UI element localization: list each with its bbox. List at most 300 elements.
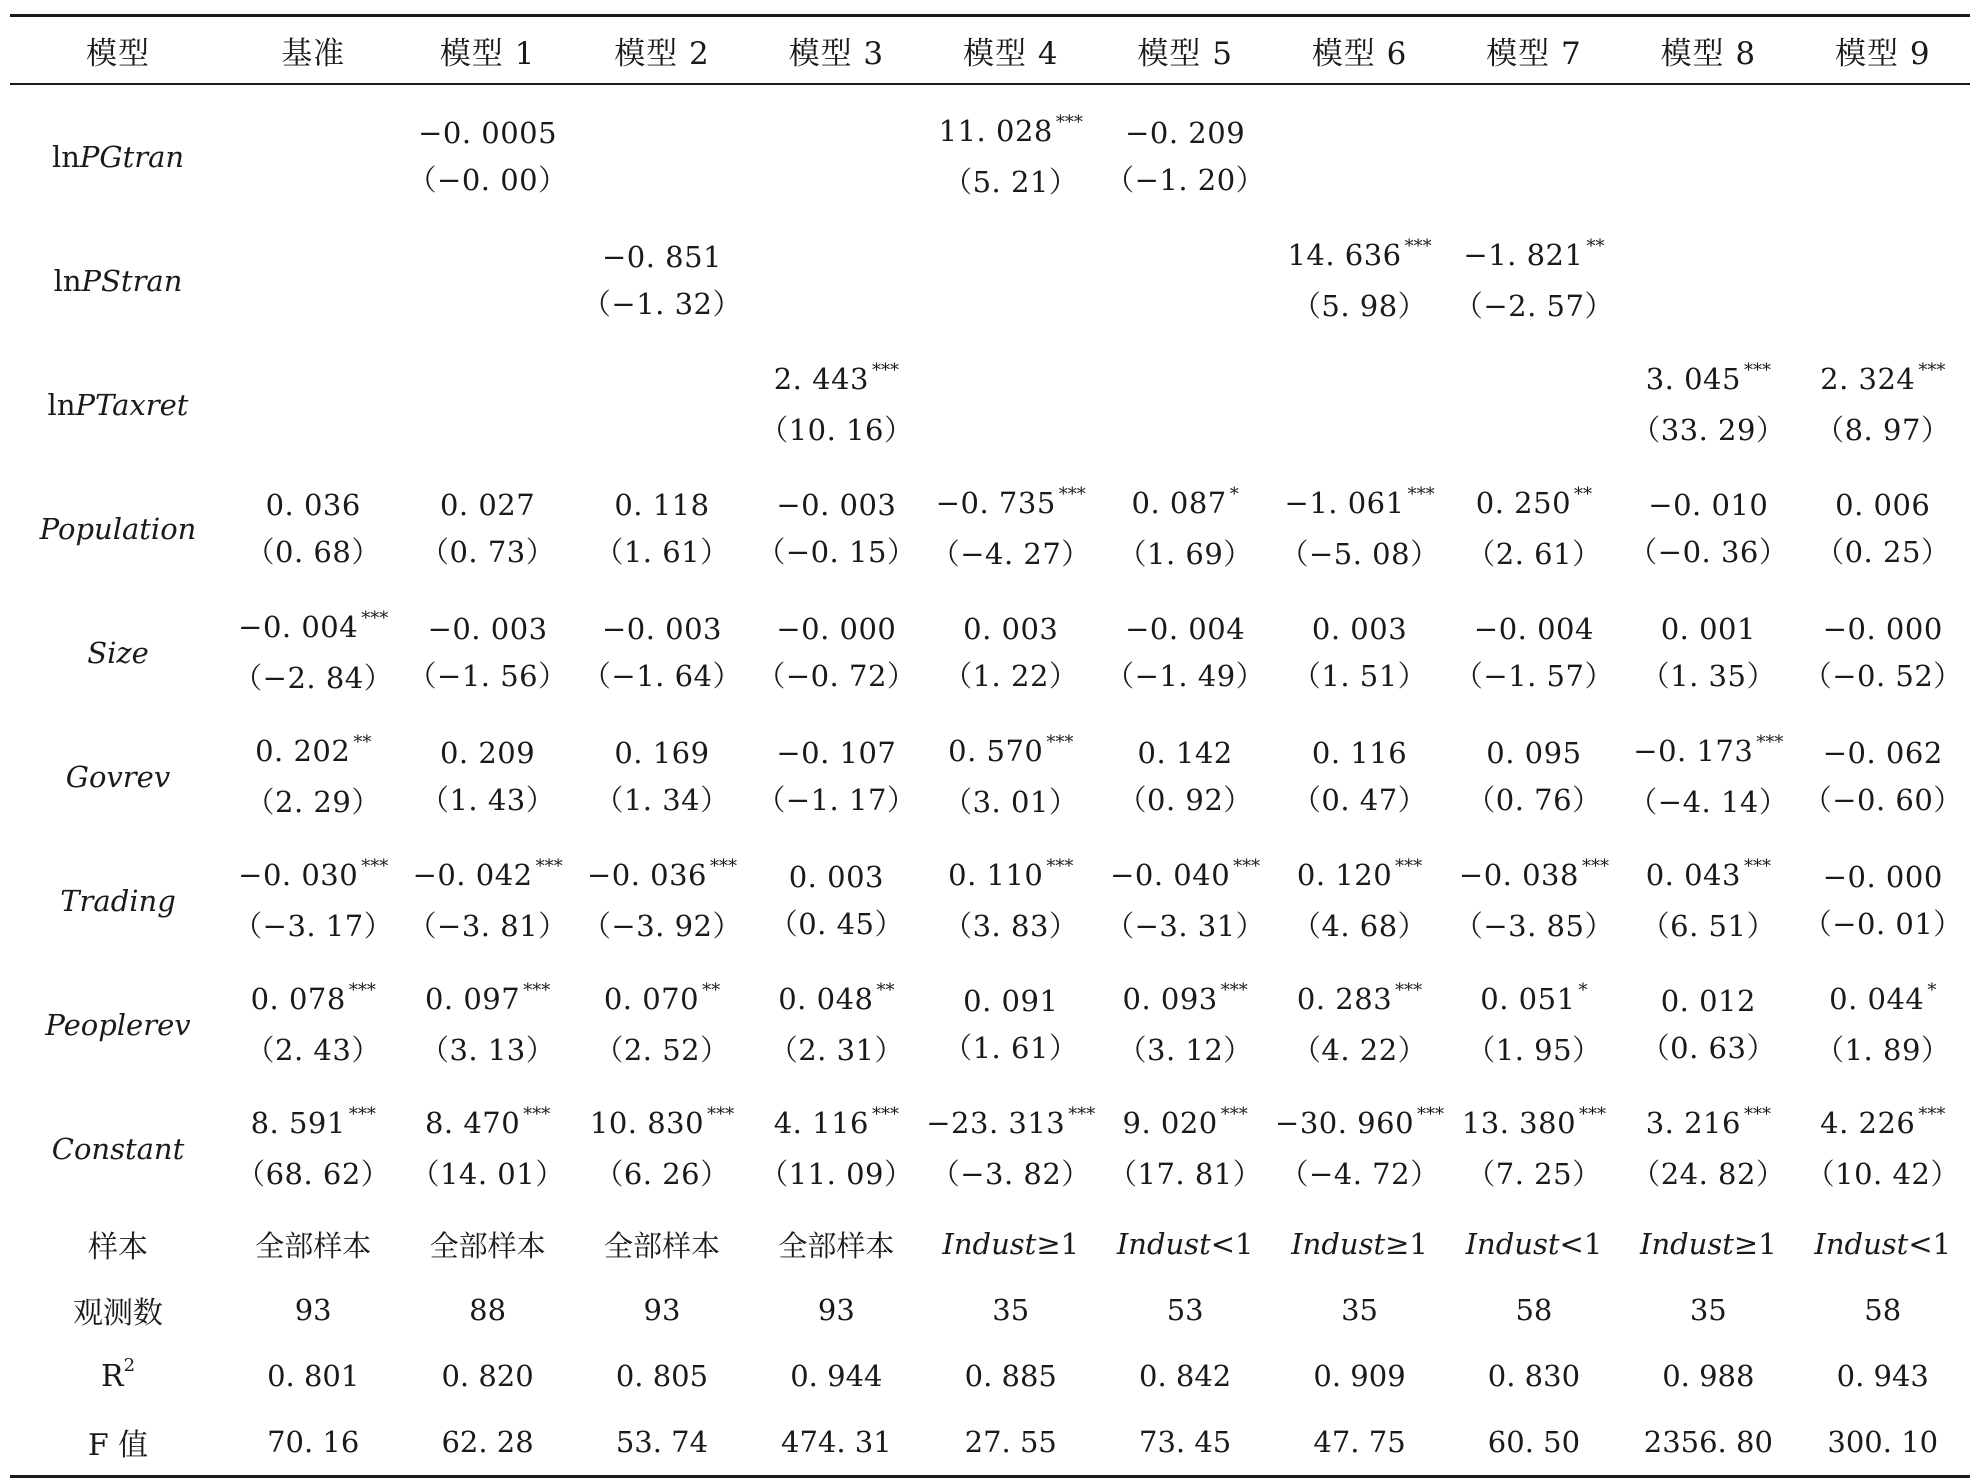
coef-stack <box>1272 976 1446 1074</box>
coefficient-value: 0. 012 <box>1660 984 1756 1018</box>
t-statistic: （−3. 31） <box>1105 909 1266 943</box>
f-value-cell: 27. 55 <box>964 1425 1057 1459</box>
coefficient-value: 0. 001 <box>1660 612 1756 646</box>
variable-label-name: PStran <box>81 264 183 298</box>
r-squared-cell: 0. 885 <box>964 1359 1057 1393</box>
coef-line <box>789 854 884 901</box>
coef-cell <box>1098 591 1272 715</box>
significance-stars: *** <box>535 856 563 877</box>
t-statistic: （10. 42） <box>1805 1157 1960 1191</box>
coef-cell <box>924 84 1098 219</box>
variable-label <box>10 343 226 467</box>
coefficient-value: 0. 209 <box>439 736 536 770</box>
coef-line <box>604 976 720 1027</box>
coefficient-value: 0. 048 <box>778 982 874 1016</box>
coef-stack <box>924 852 1098 950</box>
t-statistic: （1. 51） <box>1291 659 1428 693</box>
coefficient-value: 0. 097 <box>424 982 521 1016</box>
coefficient-value: 9. 020 <box>1122 1106 1218 1140</box>
significance-stars: *** <box>1417 1104 1445 1125</box>
coef-stack <box>1447 1100 1621 1198</box>
coef-line <box>1823 606 1943 653</box>
significance-stars: *** <box>1220 980 1248 1001</box>
coef-line <box>939 108 1083 159</box>
observations-cell: 35 <box>1341 1293 1378 1327</box>
coef-stack <box>1621 978 1795 1072</box>
coef-cell <box>226 219 400 343</box>
coefficient-value: −1. 821 <box>1463 238 1584 272</box>
t-statistic: （−1. 64） <box>581 659 743 693</box>
coef-cell <box>1447 591 1621 715</box>
t-statistic: （−0. 00） <box>407 163 568 197</box>
coef-line <box>1646 852 1771 903</box>
coefficient-value: 3. 045 <box>1645 362 1741 396</box>
t-statistic: （1. 69） <box>1117 537 1253 571</box>
coef-line <box>590 1100 734 1151</box>
coef-stack <box>749 356 923 454</box>
significance-stars: * <box>1927 980 1937 1001</box>
coef-cell <box>575 1087 749 1211</box>
coef-stack <box>400 976 574 1074</box>
t-statistic: （0. 92） <box>1117 783 1253 817</box>
coef-line <box>1646 356 1771 407</box>
t-statistic: （−4. 27） <box>930 537 1091 571</box>
f-value-cell: 474. 31 <box>781 1425 892 1459</box>
coef-cell <box>1621 219 1795 343</box>
coef-stack <box>226 728 400 826</box>
t-statistic: （68. 62） <box>236 1157 391 1191</box>
coefficient-value: 4. 226 <box>1820 1106 1916 1140</box>
t-statistic: （0. 45） <box>768 907 905 941</box>
sample-condition: <1 <box>1210 1227 1254 1261</box>
coefficient-value: −0. 038 <box>1458 858 1579 892</box>
header-col-1: 基准 <box>281 35 346 72</box>
variable-label-prefix: ln <box>53 264 82 298</box>
significance-stars: ** <box>1586 236 1605 257</box>
t-statistic: （−0. 72） <box>756 659 917 693</box>
r-squared-row <box>10 1343 1970 1409</box>
coef-line <box>963 978 1058 1025</box>
coef-line <box>963 606 1058 653</box>
coef-line <box>413 852 563 903</box>
header-model-label: 模型 <box>86 35 150 72</box>
variable-label-name: Population <box>39 512 197 546</box>
coef-cell <box>1447 343 1621 467</box>
t-statistic: （1. 22） <box>943 659 1079 693</box>
significance-stars: * <box>1578 980 1588 1001</box>
t-statistic: （8. 97） <box>1815 413 1951 447</box>
coef-cell <box>400 715 574 839</box>
coef-cell <box>1796 1087 1970 1211</box>
coef-cell <box>749 84 923 219</box>
sample-condition: <1 <box>1908 1227 1952 1261</box>
f-value-label: F 值 <box>87 1428 149 1463</box>
coef-cell <box>1796 467 1970 591</box>
r-squared-label-base: R <box>100 1358 124 1394</box>
sample-cell <box>400 1211 574 1277</box>
coef-line <box>1110 852 1260 903</box>
coef-cell <box>575 219 749 343</box>
coefficient-value: −0. 042 <box>412 858 533 892</box>
coef-stack <box>1098 110 1272 204</box>
t-statistic: （3. 13） <box>419 1033 556 1067</box>
coef-cell <box>226 591 400 715</box>
variable-label <box>10 591 226 715</box>
coefficient-value: 0. 202 <box>255 734 351 768</box>
significance-stars: *** <box>348 1104 376 1125</box>
coef-cell <box>1098 715 1272 839</box>
coefficient-value: 0. 110 <box>948 858 1044 892</box>
significance-stars: *** <box>348 980 376 1001</box>
coefficient-value: 3. 216 <box>1645 1106 1741 1140</box>
observations-cell: 35 <box>992 1293 1030 1327</box>
t-statistic: （−0. 15） <box>756 535 917 569</box>
coef-cell <box>924 1087 1098 1211</box>
coef-cell <box>575 467 749 591</box>
coef-cell <box>1447 963 1621 1087</box>
coef-cell <box>1447 219 1621 343</box>
r-squared-cell: 0. 988 <box>1662 1359 1755 1393</box>
coef-cell <box>924 715 1098 839</box>
coef-cell <box>749 1087 923 1211</box>
coef-line <box>1486 730 1581 777</box>
t-statistic: （3. 83） <box>943 909 1079 943</box>
f-value-cell: 73. 45 <box>1139 1425 1232 1459</box>
t-statistic: （−0. 36） <box>1628 535 1789 569</box>
coef-line <box>776 482 896 529</box>
t-statistic: （6. 26） <box>594 1157 730 1191</box>
t-statistic: （−3. 82） <box>930 1157 1091 1191</box>
sample-cell <box>1796 1211 1970 1277</box>
variable-label-name: Trading <box>60 884 176 918</box>
coef-line <box>266 482 361 529</box>
coef-stack <box>1098 730 1272 824</box>
coefficient-value: −0. 062 <box>1822 736 1943 770</box>
sample-condition: ≥1 <box>1733 1227 1777 1261</box>
t-statistic: （−1. 20） <box>1105 163 1266 197</box>
coef-cell <box>226 839 400 963</box>
significance-stars: *** <box>1233 856 1261 877</box>
r-squared-cell: 0. 801 <box>267 1359 360 1393</box>
observations-cell: 93 <box>817 1293 855 1327</box>
significance-stars: *** <box>1395 856 1423 877</box>
r-squared-cell: 0. 805 <box>615 1359 709 1393</box>
t-statistic: （10. 16） <box>759 413 914 447</box>
significance-stars: *** <box>1743 360 1771 381</box>
sample-variable: Indust <box>1291 1227 1386 1261</box>
f-value-row <box>10 1409 1970 1477</box>
coef-cell <box>1796 219 1970 343</box>
variable-label-name: Size <box>87 636 149 670</box>
variable-label-prefix: ln <box>51 140 80 174</box>
t-statistic: （−1. 32） <box>581 287 743 321</box>
coef-line <box>1459 852 1609 903</box>
coef-stack <box>749 730 923 824</box>
coef-cell <box>1272 343 1446 467</box>
sample-label: 样本 <box>88 1230 148 1265</box>
coef-cell <box>924 963 1098 1087</box>
significance-stars: *** <box>1579 1104 1607 1125</box>
coef-line <box>1297 852 1422 903</box>
coefficient-value: 0. 142 <box>1137 736 1233 770</box>
coefficient-value: 10. 830 <box>589 1106 705 1140</box>
coefficient-value: −0. 003 <box>427 612 548 646</box>
t-statistic: （−4. 72） <box>1279 1157 1440 1191</box>
coef-line <box>1835 482 1930 529</box>
t-statistic: （3. 12） <box>1117 1033 1253 1067</box>
sample-cell <box>749 1211 923 1277</box>
coef-stack <box>749 482 923 576</box>
observations-row <box>10 1277 1970 1343</box>
t-statistic: （−2. 84） <box>233 661 394 695</box>
coefficient-value: 0. 078 <box>250 982 346 1016</box>
sample-cell <box>575 1211 749 1277</box>
coef-stack <box>400 1100 574 1198</box>
coef-line <box>776 606 896 653</box>
significance-stars: *** <box>1068 1104 1096 1125</box>
coef-line <box>774 1100 899 1151</box>
variable-label-name: PTaxret <box>75 388 189 422</box>
coef-line <box>1648 482 1768 529</box>
significance-stars: * <box>1229 484 1239 505</box>
variable-label <box>10 839 226 963</box>
coef-line <box>774 356 899 407</box>
t-statistic: （−1. 17） <box>756 783 917 817</box>
t-statistic: （−1. 49） <box>1105 659 1266 693</box>
coefficient-value: 2. 324 <box>1820 362 1916 396</box>
significance-stars: *** <box>1918 360 1946 381</box>
t-statistic: （2. 31） <box>768 1033 905 1067</box>
coef-stack <box>749 854 923 948</box>
sample-variable: Indust <box>942 1227 1037 1261</box>
coefficient-value: −1. 061 <box>1284 486 1405 520</box>
coef-line <box>1312 606 1407 653</box>
coefficient-value: 0. 003 <box>788 860 884 894</box>
coefficient-value: 0. 003 <box>1311 612 1408 646</box>
coef-cell <box>1272 84 1446 219</box>
table-body <box>10 84 1970 1477</box>
t-statistic: （1. 61） <box>943 1031 1079 1065</box>
sample-condition: 全部样本 <box>603 1228 720 1263</box>
coef-stack <box>1098 1100 1272 1198</box>
coef-stack <box>924 108 1098 206</box>
coef-line <box>1123 976 1248 1027</box>
variable-label-prefix: ln <box>47 388 76 422</box>
coefficient-value: 0. 006 <box>1835 488 1931 522</box>
sample-condition: 全部样本 <box>255 1228 372 1263</box>
t-statistic: （33. 29） <box>1631 413 1786 447</box>
coefficient-value: 0. 120 <box>1296 858 1393 892</box>
t-statistic: （5. 98） <box>1291 289 1428 323</box>
t-statistic: （−1. 56） <box>407 659 568 693</box>
coef-cell <box>575 715 749 839</box>
coef-cell <box>924 467 1098 591</box>
coef-line <box>1823 730 1943 777</box>
coef-line <box>238 852 388 903</box>
t-statistic: （2. 61） <box>1466 537 1602 571</box>
coef-stack <box>1796 730 1970 824</box>
coef-cell <box>1796 715 1970 839</box>
coef-stack <box>1621 728 1795 826</box>
observations-cell: 58 <box>1515 1293 1553 1327</box>
coef-stack <box>575 852 749 950</box>
coef-stack <box>1447 976 1621 1074</box>
coef-cell <box>1272 467 1446 591</box>
coef-line <box>1820 356 1945 407</box>
f-value-cell: 300. 10 <box>1827 1425 1939 1459</box>
coefficient-value: −0. 040 <box>1110 858 1231 892</box>
coef-stack <box>749 976 923 1074</box>
header-col-2: 模型 1 <box>439 35 536 72</box>
coef-stack <box>1796 976 1970 1074</box>
t-statistic: （1. 89） <box>1815 1033 1951 1067</box>
coefficient-value: −0. 004 <box>1473 612 1594 646</box>
variable-row-population <box>10 467 1970 591</box>
significance-stars: *** <box>1407 484 1435 505</box>
variable-label <box>10 1087 226 1211</box>
coef-stack <box>1796 356 1970 454</box>
coefficient-value: −0. 735 <box>935 486 1056 520</box>
coef-line <box>1287 232 1431 283</box>
t-statistic: （−3. 81） <box>407 909 568 943</box>
t-statistic: （7. 25） <box>1466 1157 1602 1191</box>
variable-row-pgtran <box>10 84 1970 219</box>
t-statistic: （1. 35） <box>1640 659 1776 693</box>
coef-cell <box>749 839 923 963</box>
coef-stack <box>400 482 574 576</box>
coef-line <box>1661 606 1756 653</box>
variable-label-name: Constant <box>51 1132 185 1166</box>
t-statistic: （0. 68） <box>245 535 381 569</box>
variable-row-peoplerev <box>10 963 1970 1087</box>
sample-condition: <1 <box>1559 1227 1603 1261</box>
coef-cell <box>1098 1087 1272 1211</box>
variable-label <box>10 963 226 1087</box>
significance-stars: *** <box>523 1104 551 1125</box>
coef-line <box>587 852 737 903</box>
coef-line <box>251 1100 376 1151</box>
sample-variable: Indust <box>1116 1227 1211 1261</box>
coef-line <box>440 482 535 529</box>
coefficient-value: 8. 591 <box>250 1106 346 1140</box>
coef-line <box>1463 232 1604 283</box>
coefficient-value: −0. 004 <box>238 610 359 644</box>
observations-cell: 53 <box>1166 1293 1204 1327</box>
coef-cell <box>1796 963 1970 1087</box>
sample-cell <box>924 1211 1098 1277</box>
coef-cell <box>575 343 749 467</box>
t-statistic: （2. 29） <box>245 785 381 819</box>
header-col-4: 模型 3 <box>788 35 885 72</box>
t-statistic: （1. 34） <box>594 783 730 817</box>
coefficient-value: 0. 570 <box>948 734 1044 768</box>
coef-cell <box>400 963 574 1087</box>
coef-line <box>1285 480 1435 531</box>
coef-cell <box>749 343 923 467</box>
coef-cell <box>1272 1087 1446 1211</box>
sample-condition: ≥1 <box>1385 1227 1428 1261</box>
f-value-cell: 53. 74 <box>615 1425 709 1459</box>
sample-cell <box>226 1211 400 1277</box>
coefficient-value: 0. 093 <box>1122 982 1218 1016</box>
coef-stack <box>1796 1100 1970 1198</box>
coef-stack <box>1447 852 1621 950</box>
f-value-cell: 70. 16 <box>267 1425 360 1459</box>
coef-stack <box>1796 482 1970 576</box>
significance-stars: *** <box>1220 1104 1248 1125</box>
coef-line <box>614 482 709 529</box>
t-statistic: （−5. 08） <box>1279 537 1440 571</box>
coef-stack <box>1621 1100 1795 1198</box>
coef-stack <box>1621 606 1795 700</box>
coefficient-value: 0. 044 <box>1829 982 1925 1016</box>
variable-row-govrev <box>10 715 1970 839</box>
coef-line <box>1275 1100 1444 1151</box>
coef-cell <box>226 467 400 591</box>
coefficient-value: 0. 250 <box>1475 486 1572 520</box>
coef-cell <box>1272 591 1446 715</box>
variable-label-name: Govrev <box>65 760 171 794</box>
r-squared-cell: 0. 943 <box>1836 1359 1929 1393</box>
t-statistic: （−1. 57） <box>1453 659 1614 693</box>
r-squared-label <box>10 1343 226 1409</box>
t-statistic: （2. 52） <box>594 1033 730 1067</box>
f-value-cell: 2356. 80 <box>1643 1425 1773 1459</box>
coefficient-value: 0. 036 <box>265 488 361 522</box>
coefficient-value: −0. 004 <box>1125 612 1246 646</box>
t-statistic: （−3. 17） <box>233 909 394 943</box>
coef-stack <box>575 730 749 824</box>
significance-stars: *** <box>1756 732 1784 753</box>
variable-label <box>10 84 226 219</box>
coef-cell <box>749 467 923 591</box>
coef-stack <box>1621 852 1795 950</box>
coef-cell <box>1272 219 1446 343</box>
significance-stars: *** <box>361 856 389 877</box>
coefficient-value: −0. 000 <box>776 612 897 646</box>
header-col-8: 模型 7 <box>1486 35 1582 72</box>
significance-stars: *** <box>1581 856 1609 877</box>
sample-condition: 全部样本 <box>429 1228 546 1263</box>
regression-table-page <box>10 0 1970 1473</box>
significance-stars: *** <box>523 980 551 1001</box>
coef-cell <box>924 591 1098 715</box>
t-statistic: （0. 25） <box>1815 535 1951 569</box>
coef-cell <box>400 219 574 343</box>
significance-stars: *** <box>1743 1104 1771 1125</box>
significance-stars: *** <box>710 856 737 877</box>
variable-row-pstran <box>10 219 1970 343</box>
coefficient-value: −0. 0005 <box>418 116 558 150</box>
coef-cell <box>1621 1087 1795 1211</box>
coef-cell <box>1621 84 1795 219</box>
coef-stack <box>1272 606 1446 700</box>
header-row <box>10 16 1970 85</box>
significance-stars: ** <box>353 732 372 753</box>
coefficient-value: −0. 036 <box>586 858 707 892</box>
variable-label-name: PGtran <box>79 140 185 174</box>
coefficient-value: 0. 116 <box>1311 736 1408 770</box>
significance-stars: ** <box>1574 484 1593 505</box>
observations-label: 观测数 <box>73 1296 163 1331</box>
coef-line <box>428 606 548 653</box>
coefficient-value: −30. 960 <box>1275 1106 1415 1140</box>
t-statistic: （−3. 85） <box>1453 909 1614 943</box>
r-squared-cell: 0. 820 <box>441 1359 534 1393</box>
sample-cell <box>1272 1211 1446 1277</box>
t-statistic: （0. 73） <box>419 535 556 569</box>
significance-stars: *** <box>1918 1104 1946 1125</box>
